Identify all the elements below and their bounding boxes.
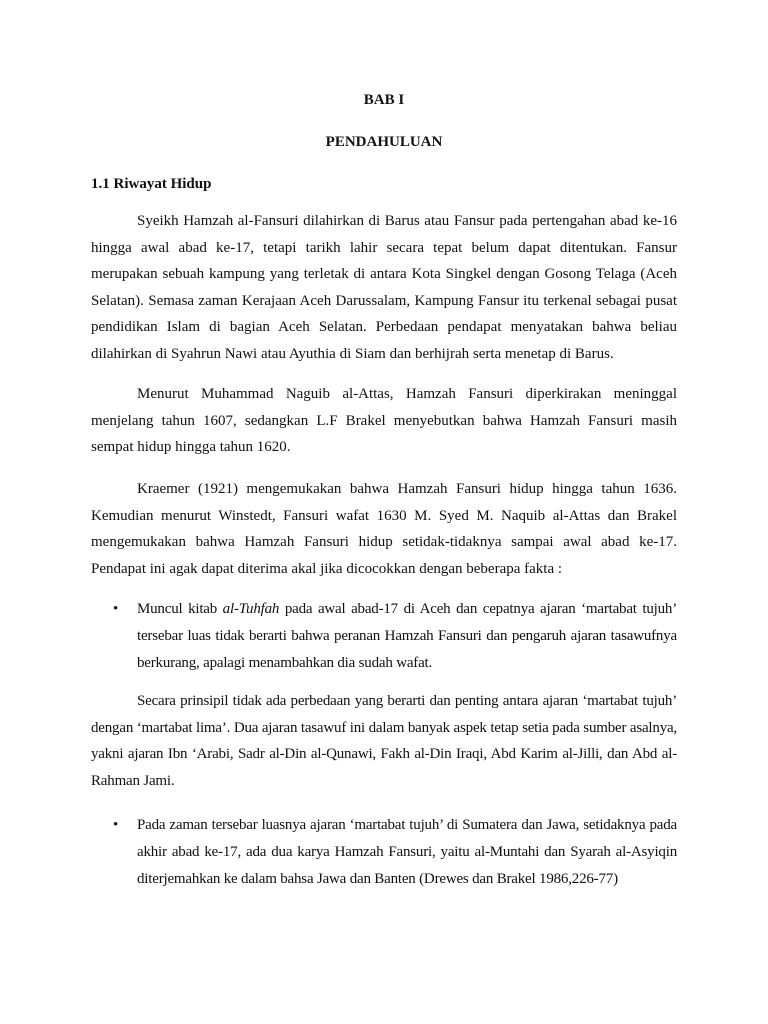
paragraph-birth: Syeikh Hamzah al-Fansuri dilahirkan di Barus atau Fansur pada pertengahan abad ke-16 hingga awal abad ke-17, tetapi tarikh lahir secara tepat belum dapat ditentukan. Fansur merupakan sebuah kampung yang terletak di antara Kota Singkel dengan Gosong Telaga (Aceh Selatan). Semasa zaman Kerajaan Aceh Darussalam, Kampung Fansur itu terkenal sebagai pusat pendidikan Islam di bagian Aceh Selatan. Perbedaan pendapat menyatakan bahwa beliau dilahirkan di Syahrun Nawi atau Ayuthia di Siam dan berhijrah serta menetap di Barus. [91, 213, 677, 362]
chapter-title: PENDAHULUAN [325, 134, 443, 150]
book-title: al-Tuhfah [222, 601, 280, 617]
bullet-item-tuhfah [91, 596, 677, 677]
chapter-number: BAB I [363, 92, 405, 108]
paragraph-martabat: Secara prinsipil tidak ada perbedaan yang berarti dan penting antara ajaran ‘martabat tujuh’ dengan ‘martabat lima’. Dua ajaran tasawuf ini dalam banyak aspek tetap setia pada sumber asalnya, yakni ajaran Ibn ‘Arabi, Sadr al-Din al-Qunawi, Fakh al-Din Iraqi, Abd Karim al-Jilli, dan Abd al-Rahman Jami. [91, 693, 677, 789]
bullet-marker: • [113, 817, 119, 833]
bullet-item-translation [91, 812, 677, 893]
bullet-marker: • [113, 601, 119, 617]
paragraph-death-kraemer: Kraemer (1921) mengemukakan bahwa Hamzah Fansuri hidup hingga tahun 1636. Kemudian menurut Winstedt, Fansuri wafat 1630 M. Syed M. Naquib al-Attas dan Brakel mengemukakan bahwa Hamzah Fansuri hidup setidak-tidaknya sampai awal abad ke-17. Pendapat ini agak dapat diterima akal jika dicocokkan dengan beberapa fakta : [91, 481, 677, 577]
bullet-text [137, 596, 677, 677]
bullet-text-after: pada awal abad-17 di Aceh dan cepatnya ajaran ‘martabat tujuh’ tersebar luas tidak berarti bahwa peranan Hamzah Fansuri dan pengaruh ajaran tasawufnya berkurang, apalagi menambahkan dia sudah wafat. [137, 601, 677, 671]
bullet-text: Pada zaman tersebar luasnya ajaran ‘martabat tujuh’ di Sumatera dan Jawa, setidaknya pada akhir abad ke-17, ada dua karya Hamzah Fansuri, yaitu al-Muntahi dan Syarah al-Asyiqin diterjemahkan ke dalam bahsa Jawa dan Banten (Drewes dan Brakel 1986,226-77) [137, 817, 677, 887]
section-heading: 1.1 Riwayat Hidup [91, 176, 212, 192]
bullet-text-before: Muncul kitab [137, 601, 223, 617]
paragraph-death-attas: Menurut Muhammad Naguib al-Attas, Hamzah Fansuri diperkirakan meninggal menjelang tahun 1607, sedangkan L.F Brakel menyebutkan bahwa Hamzah Fansuri masih sempat hidup hingga tahun 1620. [91, 386, 677, 455]
